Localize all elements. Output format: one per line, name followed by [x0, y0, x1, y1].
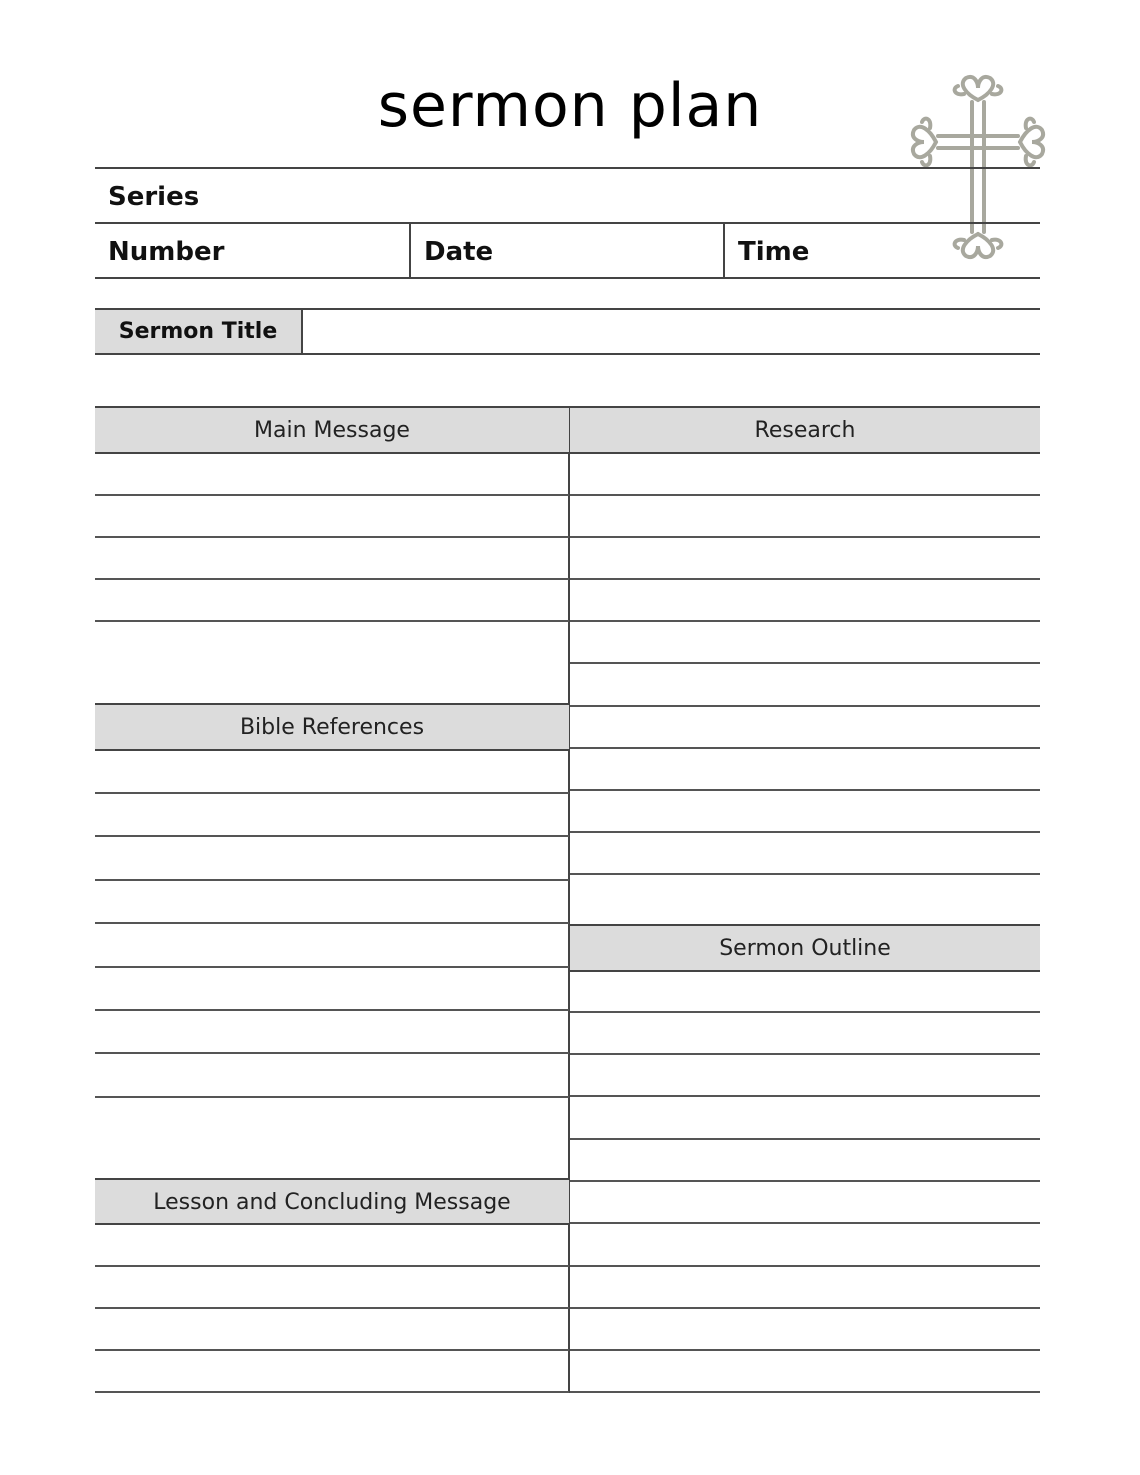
main-message-line[interactable] — [95, 578, 569, 580]
date-time-divider — [723, 222, 725, 278]
outline-line[interactable] — [570, 1053, 1040, 1055]
research-line[interactable] — [570, 789, 1040, 791]
lesson-line[interactable] — [95, 1265, 569, 1267]
number-label: Number — [108, 237, 225, 267]
research-line[interactable] — [570, 705, 1040, 707]
main-message-line[interactable] — [95, 494, 569, 496]
research-line[interactable] — [570, 536, 1040, 538]
research-line[interactable] — [570, 620, 1040, 622]
research-line[interactable] — [570, 662, 1040, 664]
outline-line[interactable] — [570, 1265, 1040, 1267]
series-line — [95, 222, 1040, 224]
bible-reference-line[interactable] — [95, 1096, 569, 1098]
research-line[interactable] — [570, 831, 1040, 833]
page-title: sermon plan — [377, 71, 763, 141]
sermon-outline-header: Sermon Outline — [570, 924, 1040, 972]
research-line[interactable] — [570, 873, 1040, 875]
bible-reference-line[interactable] — [95, 1009, 569, 1011]
bible-reference-line[interactable] — [95, 922, 569, 924]
main-message-line[interactable] — [95, 620, 569, 622]
outline-line[interactable] — [570, 1095, 1040, 1097]
number-date-divider — [409, 222, 411, 278]
bible-reference-line[interactable] — [95, 879, 569, 881]
outline-line[interactable] — [570, 1138, 1040, 1140]
research-line[interactable] — [570, 747, 1040, 749]
bible-reference-line[interactable] — [95, 835, 569, 837]
bible-reference-line[interactable] — [95, 966, 569, 968]
lesson-line[interactable] — [95, 1391, 569, 1393]
outline-line[interactable] — [570, 1011, 1040, 1013]
sermon-title-label-cell — [95, 310, 303, 353]
outline-line[interactable] — [570, 1180, 1040, 1182]
research-line[interactable] — [570, 494, 1040, 496]
sermon-title-field[interactable] — [303, 310, 1040, 353]
series-label: Series — [108, 182, 200, 212]
title-row-bottom — [95, 353, 1040, 355]
bible-reference-line[interactable] — [95, 1052, 569, 1054]
main-message-line[interactable] — [95, 536, 569, 538]
main-message-header: Main Message — [95, 406, 569, 454]
outline-line[interactable] — [570, 1222, 1040, 1224]
outline-line[interactable] — [570, 1391, 1040, 1393]
lesson-header: Lesson and Concluding Message — [95, 1178, 569, 1225]
time-label: Time — [738, 237, 810, 267]
column-divider — [568, 406, 570, 1393]
number-row-line — [95, 277, 1040, 279]
outline-line[interactable] — [570, 1349, 1040, 1351]
header-top-line — [95, 167, 1040, 169]
bible-references-header: Bible References — [95, 703, 569, 751]
lesson-line[interactable] — [95, 1349, 569, 1351]
date-label: Date — [424, 237, 494, 267]
research-line[interactable] — [570, 578, 1040, 580]
bible-reference-line[interactable] — [95, 792, 569, 794]
outline-line[interactable] — [570, 1307, 1040, 1309]
sermon-title-label: Sermon Title — [118, 319, 278, 344]
research-header: Research — [570, 406, 1040, 454]
lesson-line[interactable] — [95, 1307, 569, 1309]
